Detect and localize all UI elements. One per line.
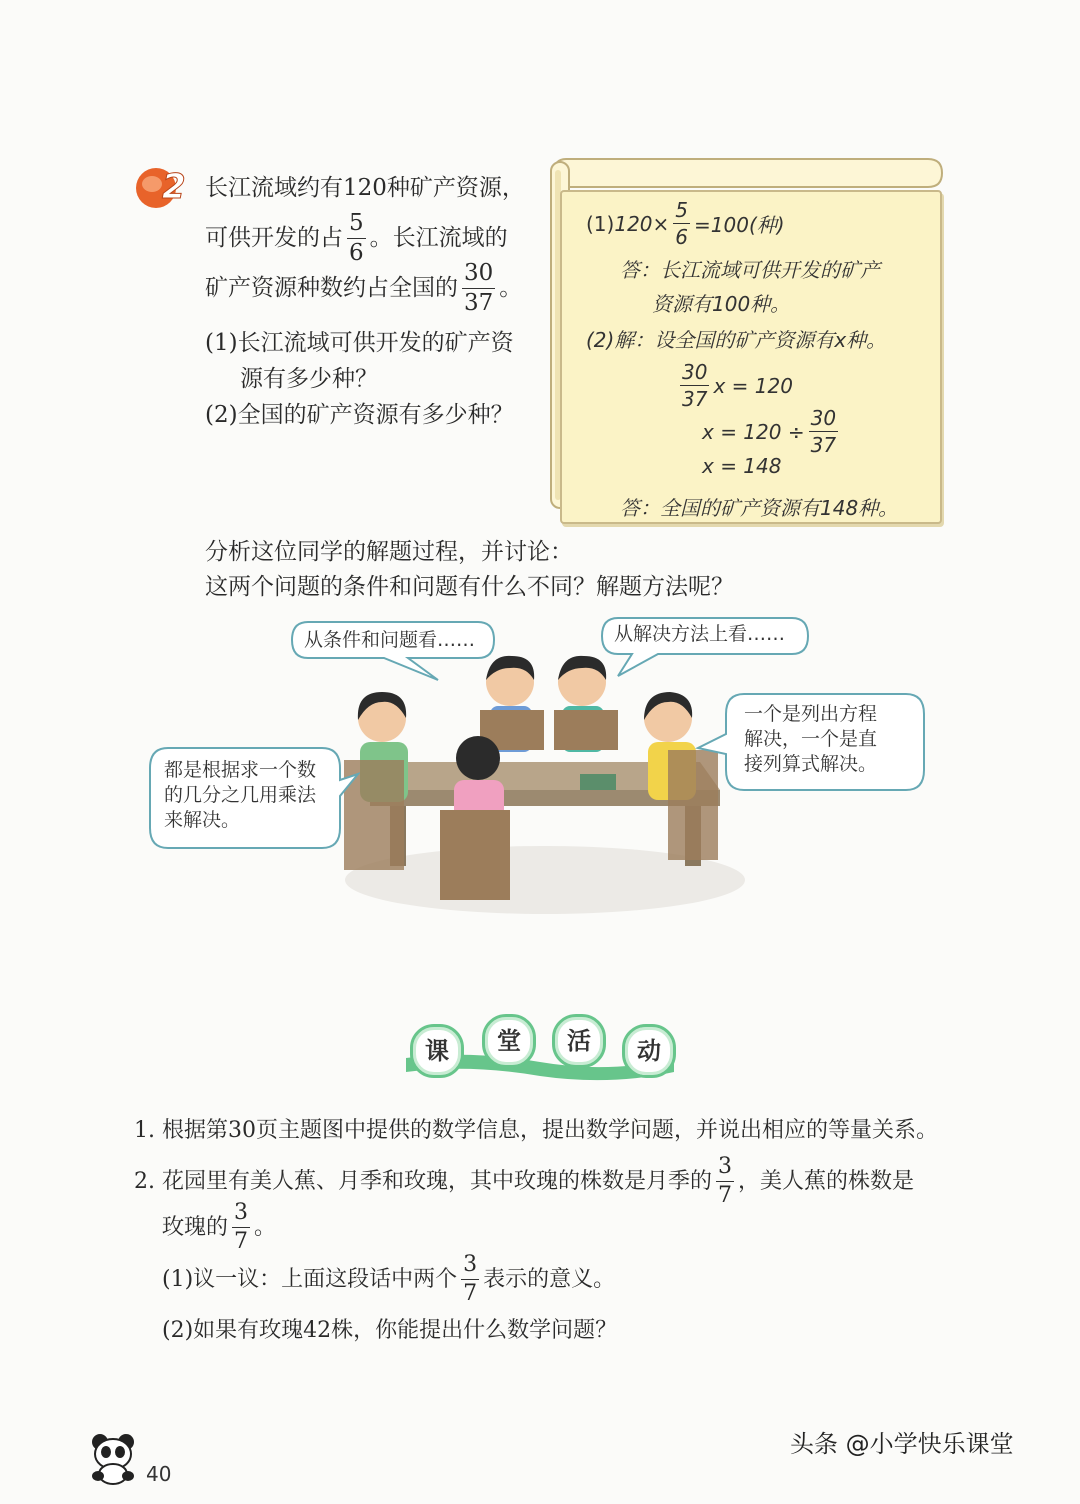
sol-fraction-5-6 bbox=[673, 200, 690, 247]
bubble-4-line-2: 的几分之几用乘法 bbox=[164, 784, 317, 806]
bubble-3-line-2: 解决，一个是直 bbox=[744, 728, 878, 750]
frac-den: 37 bbox=[810, 433, 837, 457]
speech-bubble-1 bbox=[288, 614, 498, 684]
item-2-b: ，美人蕉的株数是 bbox=[738, 1168, 915, 1194]
bubble-3-line-1: 一个是列出方程 bbox=[744, 703, 878, 725]
sol-l1-c: =100(种) bbox=[694, 213, 785, 237]
frac-num: 5 bbox=[675, 198, 689, 222]
fraction-5-6 bbox=[347, 212, 366, 265]
item-2-fraction-1 bbox=[716, 1156, 734, 1207]
activity-item-2-line-1 bbox=[134, 1156, 914, 1207]
fraction-30-37 bbox=[462, 262, 495, 315]
scroll-top-roll bbox=[552, 155, 946, 195]
discussion-line-1: 分析这位同学的解题过程，并讨论： bbox=[205, 539, 573, 565]
discussion-line-2: 这两个问题的条件和问题有什么不同？解题方法呢？ bbox=[205, 574, 734, 600]
activity-item-2-line-2 bbox=[162, 1202, 276, 1253]
frac-den: 7 bbox=[463, 1281, 478, 1306]
frac-num: 3 bbox=[716, 1156, 734, 1182]
problem-line-1: 长江流域约有120种矿产资源， bbox=[205, 175, 525, 201]
frac-den: 6 bbox=[675, 225, 689, 249]
bubble-1-text: 从条件和问题看…… bbox=[304, 629, 476, 651]
scroll-roll-icon bbox=[552, 155, 946, 195]
sub-1-fraction bbox=[461, 1254, 479, 1305]
solution-line-2: 答：长江流域可供开发的矿产 bbox=[620, 258, 880, 282]
question-1-line-1: (1)长江流域可供开发的矿产资 bbox=[205, 330, 514, 356]
frac-num: 5 bbox=[347, 212, 366, 239]
solution-line-3: 资源有100种。 bbox=[652, 292, 791, 316]
problem-line-2 bbox=[205, 212, 508, 265]
activity-char-1: 课 bbox=[410, 1024, 464, 1078]
problem-line-3-a: 矿产资源种数约占全国的 bbox=[205, 275, 458, 301]
problem-line-2-a: 可供开发的占 bbox=[205, 225, 343, 251]
equation-2 bbox=[702, 408, 842, 455]
example-badge-icon bbox=[132, 160, 188, 212]
example-number: 2 bbox=[162, 167, 186, 207]
eq2-text: x = 120 ÷ bbox=[702, 419, 805, 444]
frac-den: 6 bbox=[349, 240, 364, 266]
solution-line-1 bbox=[586, 200, 785, 247]
question-1-line-2: 源有多少种？ bbox=[240, 366, 378, 392]
frac-num: 3 bbox=[232, 1202, 250, 1228]
solution-answer: 答：全国的矿产资源有148种。 bbox=[620, 496, 899, 520]
panda-icon bbox=[86, 1430, 142, 1486]
eq1-text: x = 120 bbox=[713, 373, 793, 398]
equation-1 bbox=[676, 362, 793, 409]
activity-header bbox=[400, 1010, 680, 1082]
panda-mascot bbox=[86, 1430, 142, 1486]
bubble-4-line-3: 来解决。 bbox=[164, 809, 241, 831]
activity-sub-1 bbox=[162, 1254, 615, 1305]
page-number: 40 bbox=[146, 1462, 172, 1486]
question-2: (2)全国的矿产资源有多少种？ bbox=[205, 402, 514, 428]
bubble-2-text: 从解决方法上看…… bbox=[614, 623, 786, 645]
activity-char-2: 堂 bbox=[482, 1014, 536, 1068]
item-2-c: 玫瑰的 bbox=[162, 1214, 229, 1240]
frac-den: 7 bbox=[234, 1229, 249, 1254]
eq2-fraction bbox=[809, 408, 838, 455]
item-2-a: 2. 花园里有美人蕉、月季和玫瑰，其中玫瑰的株数是月季的 bbox=[134, 1168, 712, 1194]
speech-bubble-4 bbox=[146, 744, 360, 852]
sub-1-a: (1)议一议：上面这段话中两个 bbox=[162, 1266, 458, 1292]
equation-3: x = 148 bbox=[702, 454, 782, 478]
problem-line-3 bbox=[205, 262, 522, 315]
sol-l1-b: 120× bbox=[614, 211, 670, 236]
problem-line-3-b: 。 bbox=[499, 275, 523, 301]
bubble-3-line-3: 接列算式解决。 bbox=[744, 753, 878, 775]
speech-bubble-2 bbox=[598, 610, 812, 680]
example-badge bbox=[132, 160, 188, 212]
eq1-fraction bbox=[680, 362, 709, 409]
frac-num: 3 bbox=[461, 1254, 479, 1280]
frac-den: 37 bbox=[464, 290, 494, 316]
frac-den: 37 bbox=[682, 387, 708, 411]
activity-char-4: 动 bbox=[622, 1024, 676, 1078]
frac-num: 30 bbox=[462, 262, 495, 289]
item-2-fraction-2 bbox=[232, 1202, 250, 1253]
problem-line-2-b: 。长江流域的 bbox=[369, 225, 508, 251]
frac-num: 30 bbox=[810, 406, 837, 430]
bubble-4-line-1: 都是根据求一个数 bbox=[164, 759, 317, 781]
activity-sub-2: (2)如果有玫瑰42株，你能提出什么数学问题？ bbox=[162, 1318, 618, 1343]
solution-line-4: (2)解：设全国的矿产资源有x种。 bbox=[586, 328, 887, 352]
activity-char-3: 活 bbox=[552, 1014, 606, 1068]
sol-l1-a: (1) bbox=[586, 211, 615, 236]
activity-item-1: 1. 根据第30页主题图中提供的数学信息，提出数学问题，并说出相应的等量关系。 bbox=[134, 1118, 938, 1143]
watermark: 头条 @小学快乐课堂 bbox=[790, 1430, 1014, 1458]
sub-1-b: 表示的意义。 bbox=[483, 1266, 616, 1292]
frac-den: 7 bbox=[718, 1183, 732, 1208]
speech-bubble-3 bbox=[694, 690, 930, 796]
item-2-d: 。 bbox=[254, 1214, 277, 1240]
frac-num: 30 bbox=[682, 360, 708, 384]
